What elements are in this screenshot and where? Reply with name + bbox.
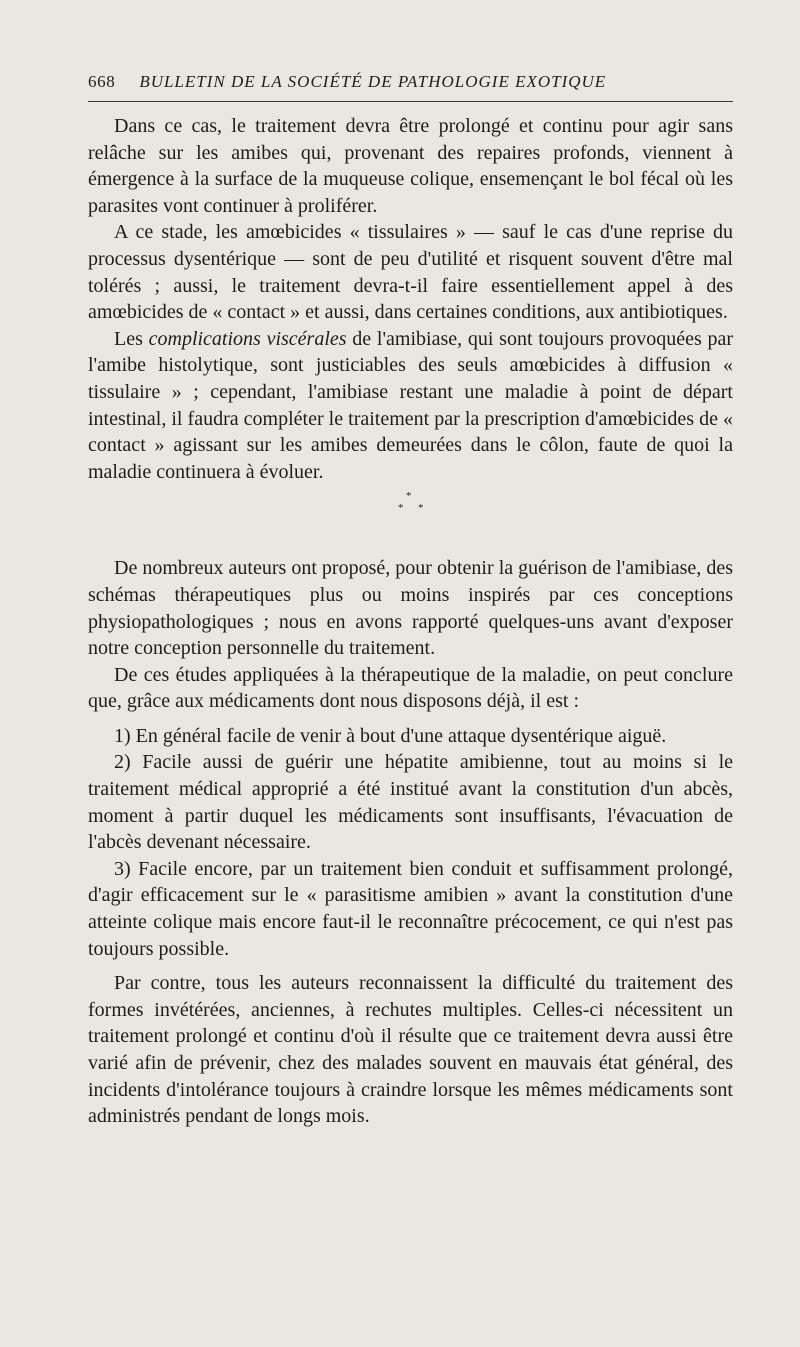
list-item-1: 1) En général facile de venir à bout d'une attaque dysentérique aiguë. <box>114 724 667 747</box>
list-item-2: 2) Facile aussi de guérir une hépatite amibienne, tout au moins si le traitement médical approprié a été institué avant la constitution d'un abcès, moment à partir duquel les médicaments sont insuffisants, l'évacuation de l'abcès devenant nécessaire. <box>88 751 733 854</box>
header-rule <box>88 101 733 102</box>
running-header <box>88 72 733 92</box>
paragraph-3 <box>88 326 733 486</box>
running-title: BULLETIN DE LA SOCIÉTÉ DE PATHOLOGIE EXOTIQUE <box>139 72 607 91</box>
section-separator <box>88 485 733 555</box>
separator-star-right: * <box>418 502 424 515</box>
paragraph-3-start: Les <box>114 327 149 350</box>
paragraph-4: De nombreux auteurs ont proposé, pour obtenir la guérison de l'amibiase, des schémas thérapeutiques plus ou moins inspirés par ces conceptions physiopathologiques ; nous en avons rapporté quelques-uns avant d'exposer notre conception personnelle du traitement. <box>88 557 733 660</box>
paragraph-1: Dans ce cas, le traitement devra être prolongé et continu pour agir sans relâche sur les amibes qui, provenant des repaires profonds, viennent à émergence à la surface de la muqueuse colique, ensemençant le bol fécal où les parasites vont continuer à proliférer. <box>88 115 733 217</box>
body-text <box>88 113 733 1130</box>
separator-star-left: * <box>398 502 404 515</box>
paragraph-3-emphasis: complications viscérales <box>148 327 347 350</box>
paragraph-6: Par contre, tous les auteurs reconnaissent la difficulté du traitement des formes invétérées, anciennes, à rechutes multiples. Celles-ci nécessitent un traitement prolongé et continu d'où il résulte que ce traitement devra aussi être varié afin de prévenir, chez des malades souvent en mauvais état général, des incidents d'intolérance toujours à craindre lorsque les mêmes médicaments sont administrés pendant de longs mois. <box>88 972 733 1128</box>
separator-star-top: * <box>406 490 412 503</box>
page-number: 668 <box>88 72 116 91</box>
paragraph-2: A ce stade, les amœbicides « tissulaires » — sauf le cas d'une reprise du processus dysentérique — sont de peu d'utilité et risquent souvent d'être mal tolérés ; aussi, le traitement devra-t-il faire essentiellement appel à des amœbicides de « contact » et aussi, dans certaines conditions, aux antibiotiques. <box>88 221 733 324</box>
paragraph-5: De ces études appliquées à la thérapeutique de la maladie, on peut conclure que, grâce aux médicaments dont nous disposons déjà, il est : <box>88 663 733 713</box>
list-item-3: 3) Facile encore, par un traitement bien conduit et suffisamment prolongé, d'agir efficacement sur le « parasitisme amibien » avant la constitution d'une atteinte colique mais encore faut-il le reconnaître précocement, ce qui n'est pas toujours possible. <box>88 857 733 960</box>
paragraph-3-rest: de l'amibiase, qui sont toujours provoquées par l'amibe histolytique, sont justiciables des seuls amœbicides à diffusion « tissulaire » ; cependant, l'amibiase restant une maladie à point de départ intestinal, il faudra compléter le traitement par la prescription d'amœbicides de « contact » agissant sur les amibes demeurées dans le côlon, faute de quoi la maladie continuera à évoluer. <box>88 327 733 483</box>
